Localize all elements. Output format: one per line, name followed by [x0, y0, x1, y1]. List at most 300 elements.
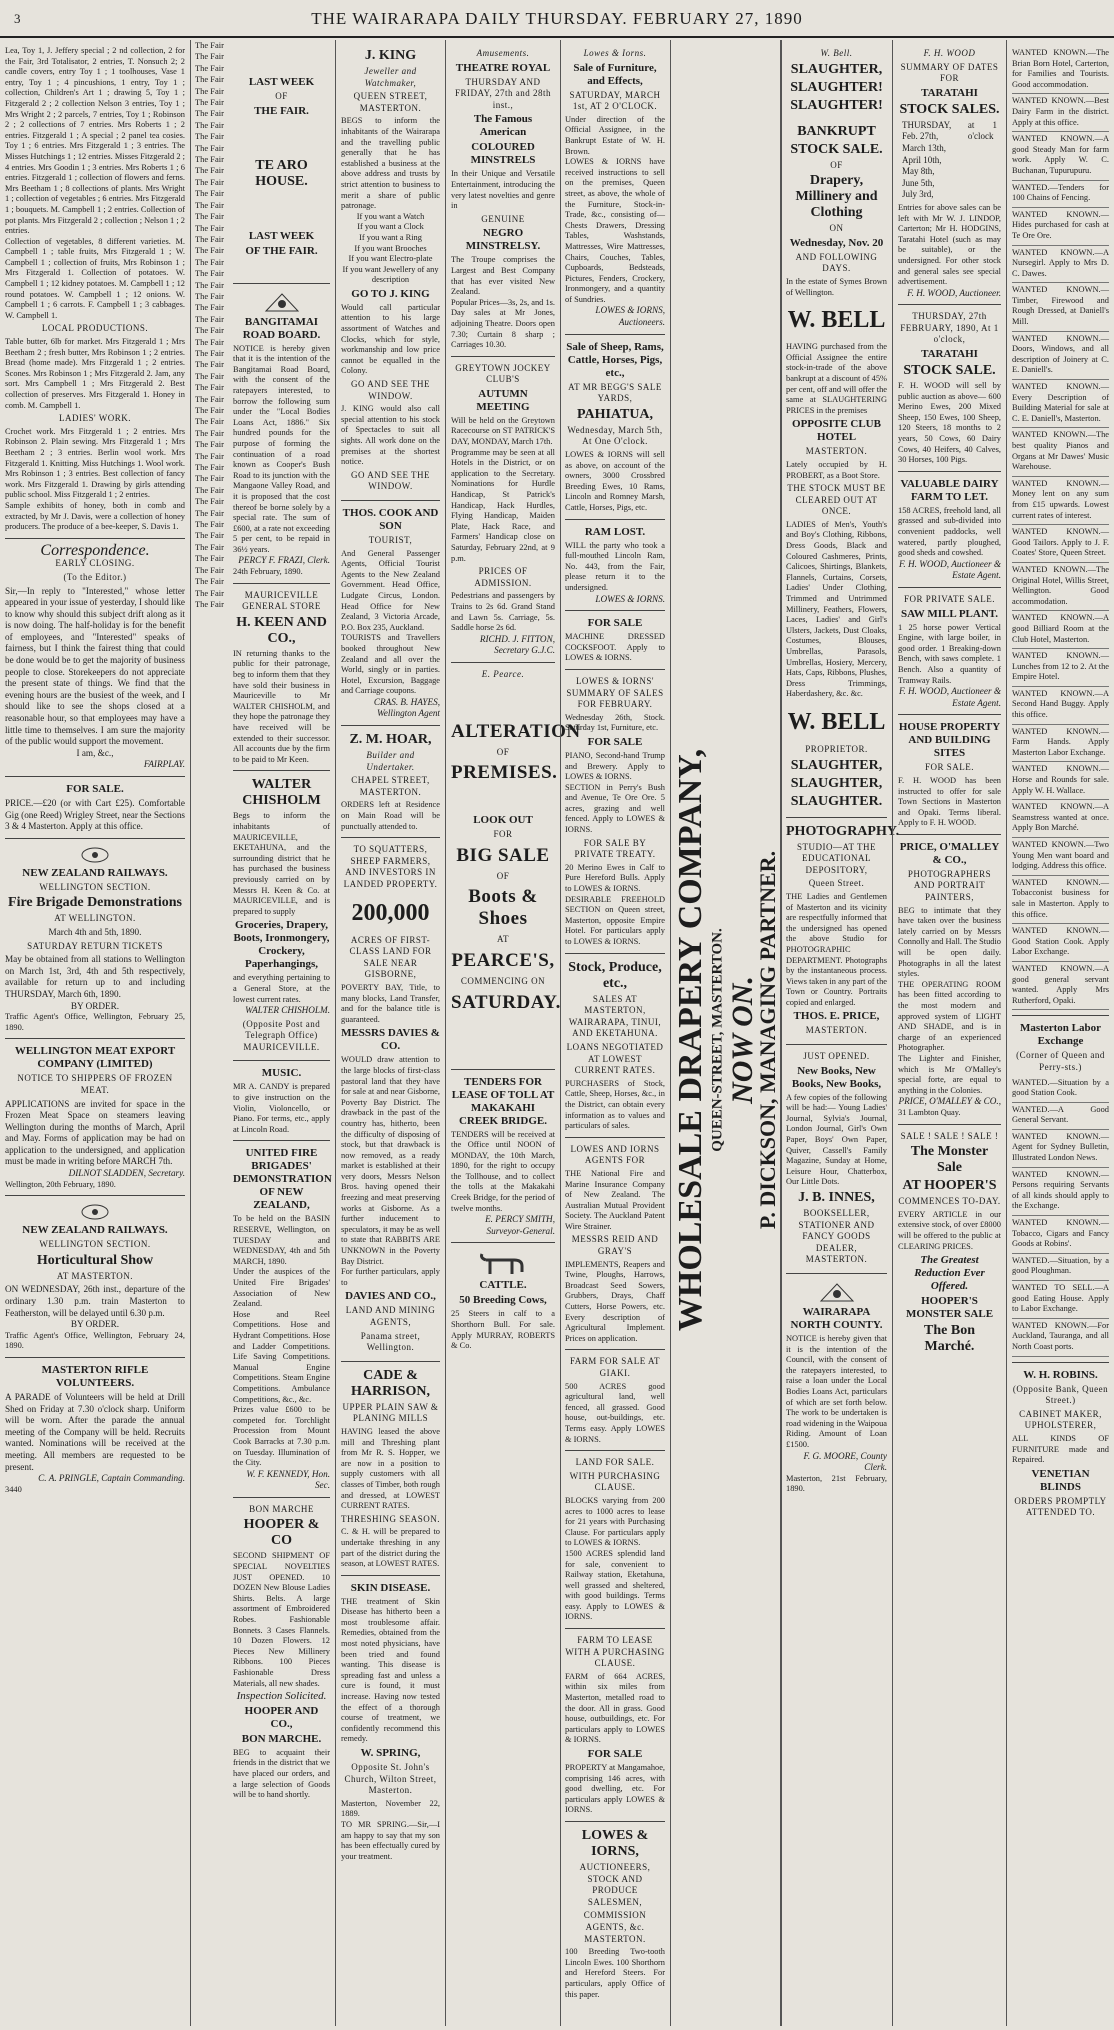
- lowes-heading: Lowes & Iorns.: [583, 48, 647, 58]
- column-8: [1006, 40, 1114, 2026]
- wood-small: F. H. WOOD: [923, 48, 976, 58]
- operating-text: THE OPERATING ROOM has been fitted according to the most modern and approved system of LIGHT AND SHADE, and is in charge of an experienced Photographer.: [898, 979, 1001, 1053]
- the-fair-item: The Fair: [194, 268, 225, 279]
- king-goto: GO TO J. KING: [351, 287, 430, 300]
- premises: PREMISES.: [451, 762, 558, 784]
- wanted-item: WANTED KNOWN.—A Seamstress wanted at once. Apply Bon Marché.: [1012, 800, 1109, 838]
- acres-text: POVERTY BAY, Title, to many blocks, Land Transfer, and for the balance title is guaranteed.: [341, 982, 440, 1024]
- loans: LOANS NEGOTIATED AT LOWEST CURRENT RATES.: [566, 1041, 664, 1076]
- venetian: VENETIAN BLINDS: [1031, 1467, 1090, 1493]
- agents-text: THE National Fire and Marine Insurance Company of New Zealand. The Australian Mutual Provident Society. The Auckland Patent Wire Strainer.: [565, 1168, 665, 1231]
- cade-sub: UPPER PLAIN SAW & PLANING MILLS: [342, 1401, 439, 1424]
- bell-title-2: W. BELL: [787, 708, 886, 735]
- new-books: New Books, New Books, New Books,: [791, 1064, 882, 1090]
- photo-heading: PHOTOGRAPHY.: [786, 823, 900, 839]
- cattle-ad: [451, 1243, 555, 1356]
- volunteers-text: A PARADE of Volunteers will be held at Drill Shed on Friday at 7.30 o'clock sharp. Uniform will be worn. After the parade the annual meeting of the Company will be held. Recruits wanted. Nominations will be received at the meeting. All members are requested to be present.: [5, 1392, 185, 1472]
- masthead-title: THE WAIRARAPA DAILY THURSDAY. FEBRUARY 27, 1890: [311, 9, 803, 28]
- the-fair-list: [191, 40, 228, 610]
- the-fair-item: The Fair: [194, 541, 225, 552]
- bell-small: W. Bell.: [820, 48, 853, 58]
- venetian-sub: ORDERS PROMPTLY ATTENDED TO.: [1014, 1495, 1107, 1518]
- stock-produce-ad: [565, 954, 665, 1138]
- wanted-item: WANTED KNOWN.—The best quality Pianos and Organs at Mr Dawes' Music Warehouse.: [1012, 428, 1109, 476]
- the-fair-item: The Fair: [194, 51, 225, 62]
- the-fair-item: The Fair: [194, 233, 225, 244]
- alteration: ALTERATION: [451, 720, 581, 742]
- davies-title: DAVIES AND CO.,: [345, 1290, 436, 1303]
- land-ad: [341, 838, 440, 1362]
- column-6: [780, 40, 900, 2026]
- bangitamai-ad: [233, 284, 330, 584]
- labor-item: WANTED.—A Good General Servant.: [1012, 1103, 1109, 1130]
- occupied: Lately occupied by H. PROBERT, as a Boot Store.: [786, 459, 887, 480]
- taratahi: TARATAHI: [921, 86, 978, 99]
- admission-heading: PRICES OF ADMISSION.: [474, 566, 532, 588]
- dairy-ad: [898, 472, 1001, 588]
- just-opened: JUST OPENED.: [803, 1051, 870, 1062]
- skin-heading: SKIN DISEASE.: [350, 1581, 431, 1594]
- sites-text: F. H. WOOD has been instructed to offer for sale Town Sections in Masterton and Opaki. Terms liberal. Apply to F. H. WOOD.: [898, 775, 1001, 828]
- volunteers-heading: MASTERTON RIFLE VOLUNTEERS.: [41, 1364, 149, 1389]
- the-fair-item: The Fair: [194, 416, 225, 427]
- ladies-work-text: Crochet work. Mrs Fitzgerald 1 ; 2 entries. Mrs Robinson 2. Plain sewing. Mrs Fitzgerald 1 ; Mrs Beetham 2 ; 3 entries. Berlin wool work. Mrs Fitzgerald 1. Knitting. Miss Hutchings 1. Wool work. Mrs Robinson 1 ; 3 entries. Best collection of fancy work. Mrs Fitzgerald 1. Drawing by girls attending public school. Miss Fitzgerald 1 ; 2 entries.: [5, 426, 185, 500]
- bangitamai-text: NOTICE is hereby given that it is the intention of the Bangitamai Road Board, with the consent of the ratepayers interested, to borrow the following sum under the "Local Bodies Loans Act, 1886." Six hundred pounds for the purpose of forming the continuation of a road known as Cooper's Bush Road to its junction with the Mangaone Valley Road, and it is proposed that the cost thereof be borne solely by a special rate. The sum of £600, at a rate not exceeding 5 per cent, to be repaid in 36½ years.: [233, 343, 330, 554]
- summary-heading-2: FOR SALE: [587, 735, 643, 748]
- bon-marche: The Bon Marché.: [924, 1323, 975, 1355]
- the-fair-item: The Fair: [194, 279, 225, 290]
- wanted-item: WANTED KNOWN.—A good Steady Man for farm work. Apply W. C. Buchanan, Tupurupuru.: [1012, 132, 1109, 180]
- music-ad: [233, 1061, 330, 1141]
- wanted-item: WANTED KNOWN.—Two Young Men want board and lodging. Address this office.: [1012, 838, 1109, 876]
- fair-of: OF: [275, 91, 288, 101]
- pearces: PEARCE'S,: [451, 949, 555, 971]
- labor-item: WANTED KNOWN.—Agent for Sydney Bulletin, Illustrated London News.: [1012, 1130, 1109, 1168]
- the-fair-item: The Fair: [194, 507, 225, 518]
- date-time: [964, 143, 1001, 155]
- hooper-text: SECOND SHIPMENT OF SPECIAL NOVELTIES JUST OPENED. 10 DOZEN New Blouse Ladies Shirts. Belts. A large assortment of Embroidered Robes. Fashionable Bonnets. 3 Cases Flannels. 10 Dozen Flowers. 12 Pieces New Millinery Ribbons. 100 Pieces Fashionable Dress Materials, all new shades.: [233, 1551, 330, 1688]
- tenders-ad: [451, 1070, 555, 1244]
- date-row: [898, 178, 1001, 190]
- fair-last-week-2: LAST WEEK: [248, 229, 315, 242]
- innes-sub: BOOKSELLER, STATIONER AND FANCY GOODS DEALER, MASTERTON.: [798, 1208, 875, 1265]
- taratahi-2: TARATAHI: [921, 348, 978, 361]
- auction-sub: AUCTIONEERS, STOCK AND PRODUCE SALESMEN,: [579, 1861, 651, 1907]
- price-malley: PRICE, O'MALLEY & CO.,: [899, 840, 1000, 866]
- big-sale: BIG SALE: [456, 844, 550, 866]
- skin-date: Masterton, November 22, 1889.: [341, 1798, 440, 1819]
- lighter-text: The Lighter and Finisher, which is Mr O'Malley's special forte, are equal to anything in the Colonies.: [898, 1053, 1001, 1095]
- for-sale-text: PRICE.—£20 (or with Cart £25). Comfortable Gig (one Reed) Wrigley Street, near the Sections 3 & 4 Masterton. Apply at this office.: [5, 798, 185, 832]
- the-fair-item: The Fair: [194, 62, 225, 73]
- on: ON: [829, 223, 844, 234]
- show-results-text: Lea, Toy 1, J. Jeffery special ; 2 nd collection, 2 for the Fair, 3rd Totalisator, 2 entries, T. Nonsuch 2; 2 candle covers, entry Toy 1 ; 1 toolhouses, Vase 1 entry, Toy 1 ; 4 pincushions, 1 entry, Toy 1 ; collection, Children's Art 1 ; drawing 5, Toy 1 ; Fitzgerald 2 ; 2 collection Nelson 3 entries, Toy 1 ; Mrs Wright 2 ; 2 parcels, 7 entries, Toy 1 ; Robinson 2 ; 2 collections of 7 entries. Mrs Roberts 1 ; 2 entries. Fitzgerald 1 ; A special ; 2 panel tea cosies. Toy 1 ; 6 entries. Mrs Fitzgerald 1 ; 3 entries. The Misses Hutchings 1 ; 12 entries. Misses Fitzgerald 2 ; 4 entries. Mrs Goodin 1 ; 3 entries. Mrs Roberts 1 ; 6 entries. Fitzgerald 1 ; collection of flowers and ferns. Mrs Beetham 1 ; 8 collections of plants. Mrs Wright 1 ; collection of vegetables ; 6 entries. Mrs Fitzgerald 1 ; bouquets. M. Campbell 1 ; 2 entries. Collection of pot plants. Mrs Fitzgerald 2 ; collection ; Nelson 1 ; 2 entries.: [5, 46, 185, 236]
- labor-heading: Masterton Labor Exchange: [1020, 1022, 1101, 1048]
- king-ad: [341, 42, 440, 501]
- king-list: [341, 212, 440, 286]
- labor-sub: (Corner of Queen and Perry-sts.): [1016, 1050, 1105, 1072]
- genuine: GENUINE: [481, 213, 525, 224]
- pearce-ad: [451, 663, 581, 1070]
- horticultural-text: ON WEDNESDAY, 26th inst., departure of the ordinary 1.30 p.m. train Masterton to Featherston, will be delayed until 6.30 p.m.: [5, 1284, 185, 1318]
- the-fair-item: The Fair: [194, 484, 225, 495]
- local-productions-text: Table butter, 6lb for market. Mrs Fitzgerald 1 ; Mrs Beetham 2 ; fresh butter, Mrs Robinson 1 ; 2 entries. Bread (home made). Mrs Fitzgerald 1 ; 2 entries. Scones. Mrs Robinson 1 ; Mrs Fitzgerald 2. Jam, any sort. Mrs Campbell 1 ; Mrs Fitzgerald 2. Best collection of preserves. Mrs Fitzgerald 1. Honey in comb. M. Campbell 1.: [5, 337, 185, 410]
- vegetable-results: Collection of vegetables, 8 different varieties. M. Campbell 1 ; table fruits, Mrs Fitzgerald 1 ; W. Campbell 1 ; collection of fruits, Mrs Robinson 1 ; Mrs Fitzgerald 1. Collection of potatoes. W. Campbell 1 ; 12 kidney potatoes. M. Campbell 1 ; 12 round potatoes. W. Campbell 1 ; 12 onions. W. Campbell 1 ; 6 carrots. F. Campbell 1 ; 3 cabbages. W. Campbell 1.: [5, 236, 185, 320]
- monster: The Monster Sale: [910, 1144, 989, 1176]
- reduction: The Greatest Reduction Ever Offered.: [914, 1254, 985, 1293]
- king-list-item: If you want Jewellery of any description: [342, 264, 439, 285]
- the-fair-item: The Fair: [194, 553, 225, 564]
- railway-heading: NEW ZEALAND RAILWAYS.: [22, 866, 168, 879]
- date-time: [964, 189, 1001, 201]
- commencing: COMMENCING ON: [460, 975, 546, 986]
- seed-heading: FOR SALE: [587, 617, 643, 630]
- correspondence: [5, 539, 185, 777]
- meat-export-sub: NOTICE TO SHIPPERS OF FROZEN MEAT.: [17, 1073, 173, 1095]
- pahiatua-ad: [565, 335, 665, 520]
- wanted-item: WANTED KNOWN.—A Nursegirl. Apply to Mrs D. C. Dawes.: [1012, 246, 1109, 284]
- theatre-ad: [451, 42, 555, 357]
- column-3: [335, 40, 445, 2026]
- fire-brigade-dates: March 4th and 5th, 1890.: [48, 926, 142, 937]
- books-ad: [786, 1045, 887, 1274]
- letter-text: Sir,—In reply to "Interested," whose letter appeared in your issue of yesterday, I should like to know why should this subject drift along as it is now doing. The half-holiday is for the benefit of employees, and "Interested" speaks of fairness, but I think the fairest thing that could be done would be to get the majority of business people to close. Storekeepers do not appreciate the present state of things. We find that the evening hours are the busiest of the week, and I should like to see the shops closed at a reasonable hour, so that employees may have a little time to themselves. I am sure the majority of the public would support the movement.: [5, 585, 185, 747]
- meat-export-date: Wellington, 20th February, 1890.: [5, 1179, 116, 1189]
- the-fair-item: The Fair: [194, 462, 225, 473]
- coat-of-arms-icon: [817, 1281, 857, 1303]
- acres-text-2: 1500 ACRES splendid land for sale, convenient to Railway station, Eketahuna, well grassed and sheltered, with good buildings. Terms easy. Apply to LOWES & IORNS.: [565, 1548, 665, 1622]
- labor-item: WANTED.—Situation, by a good Ploughman.: [1012, 1254, 1109, 1281]
- wanted-item: WANTED KNOWN.—Every Description of Building Material for sale at C. E. Daniell's, Masterton.: [1012, 380, 1109, 428]
- sheep-text: 20 Merino Ewes in Calf to Pure Hereford Bulls. Apply to LOWES & IORNS.: [565, 862, 665, 894]
- cade-ad: [341, 1362, 440, 1576]
- excursion-heading: SATURDAY RETURN TICKETS: [27, 940, 163, 951]
- ladies-text: LADIES of Men's, Youth's and Boy's Clothing, Ribbons, Dress Goods, Black and Coloured Cashmeres, Prints, Calicoes, Shirtings, Blankets, Flannels, Curtains, Corsets, Ladies' Under Clothing, Trimmed and Untrimmed Millinery, Feathers, Flowers, Laces, Ladies' and Girl's Ulsters, Jackets, Dust Cloaks, Costumes, Blouses, Umbrellas, Parasols, Umbrellas, Hosiery, Mercery, Hats, Caps, Ribbons, Plushes, Dress Trimmings, Haberdashery, &c. &c.: [786, 519, 887, 699]
- acres-sub: ACRES OF FIRST-CLASS LAND FOR SALE NEAR GISBORNE,: [349, 934, 432, 980]
- hooper-text-2: BEG to acquaint their friends in the district that we have placed our orders, and a large selection of Goods will be to hand shortly.: [233, 1747, 330, 1800]
- bon-marche-2: BON MARCHE.: [241, 1732, 322, 1745]
- labor-item: WANTED TO SELL.—A good Eating House. Apply to Labor Exchange.: [1012, 1281, 1109, 1319]
- the-fair-item: The Fair: [194, 199, 225, 210]
- chisholm-addr: (Opposite Post and Telegraph Office) MAURICEVILLE.: [242, 1018, 321, 1052]
- sale-sale: SALE ! SALE ! SALE !: [900, 1130, 999, 1141]
- general-store-heading: MAURICEVILLE GENERAL STORE: [242, 589, 321, 612]
- wanted-item: WANTED KNOWN.—Best Dairy Farm in the district. Apply at this office.: [1012, 94, 1109, 132]
- monster-sale-ad: [898, 1125, 1001, 1363]
- meat-export-heading: WELLINGTON MEAT EXPORT COMPANY (LIMITED): [14, 1045, 176, 1071]
- correspondence-heading: Correspondence.: [40, 541, 150, 559]
- date-row: [898, 189, 1001, 201]
- cook-text-2: TOURISTS and Travellers booked throughout New Zealand and all over the World, singly or in parties. Hotel, Excursion, Baggage and Carriage coupons.: [341, 633, 440, 696]
- the-fair-item: The Fair: [194, 598, 225, 609]
- king-window: GO AND SEE THE WINDOW.: [350, 379, 431, 401]
- chisholm-heading: WALTER CHISHOLM: [242, 777, 321, 809]
- price-omalley-ad: [898, 835, 1001, 1125]
- sheep-heading: Sale of Sheep, Rams, Cattle, Horses, Pigs, etc.,: [566, 340, 664, 379]
- summary: SUMMARY OF DATES FOR: [900, 61, 999, 84]
- borough-date: Masterton, 21st February, 1890.: [786, 1473, 887, 1494]
- cook-sign: CRAS. B. HAYES, Wellington Agent: [373, 696, 440, 719]
- crest-icon: [80, 1203, 110, 1221]
- cade-heading: CADE & HARRISON,: [351, 1367, 430, 1399]
- hooper-small: HOOPER'S MONSTER SALE: [905, 1295, 994, 1321]
- price-addr: MASTERTON.: [805, 1025, 868, 1036]
- look-out: LOOK OUT: [473, 814, 533, 827]
- the-fair-item: The Fair: [194, 40, 225, 50]
- column-7: [892, 40, 1006, 2026]
- minstrels-text-2: The Troupe comprises the Largest and Best Company that has ever visited New Zealand.: [451, 255, 555, 297]
- date-day: June 5th,: [902, 177, 935, 188]
- stock-sale: STOCK SALE.: [790, 141, 883, 157]
- king-text-3: J. KING would also call special attention to his stock of Spectacles to suit all sights. All work done on the premises at the shortest notice.: [341, 404, 440, 467]
- king-sub: Jeweller and Watchmaker,: [364, 66, 417, 88]
- notice-number: 3440: [5, 1484, 22, 1494]
- the-fair-item: The Fair: [194, 188, 225, 199]
- mill-sign: F. H. WOOD, Auctioneer & Estate Agent.: [899, 686, 1001, 708]
- date-day: July 3rd,: [902, 189, 934, 200]
- photography-ad: [786, 818, 900, 1046]
- wanted-ads: [1012, 42, 1109, 1016]
- date-day: May 8th,: [902, 166, 935, 177]
- date-row: [898, 155, 1001, 167]
- masterton: MASTERTON.: [805, 446, 868, 457]
- the-fair-item: The Fair: [194, 245, 225, 256]
- sheep-sub: AT MR BEGG'S SALE YARDS,: [568, 381, 662, 404]
- the-fair-item: The Fair: [194, 97, 225, 108]
- column-4: [445, 40, 581, 2026]
- furniture: ALL KINDS OF FURNITURE made and Repaired.: [1012, 1433, 1109, 1465]
- crest-icon: [80, 846, 110, 864]
- local-productions-heading: LOCAL PRODUCTIONS.: [41, 323, 149, 334]
- land-heading: LAND FOR SALE.: [575, 1457, 655, 1468]
- wanted-item: WANTED KNOWN.—A good general servant wanted. Apply Mrs Rutherford, Opaki.: [1012, 962, 1109, 1010]
- borough-text: NOTICE is hereby given that it is the intention of the Council, with the consent of the ratepayers interested, to raise a loan under the Local Bodies Loans Act, particulars of which are set forth below. The work to be undertaken is road widening in the Waipoua Riding. Amount of Loan £1500.: [786, 1333, 887, 1449]
- wanted-item: WANTED KNOWN.—The Brian Born Hotel, Carterton, for Families and Tourists. Good accommodation.: [1012, 46, 1109, 94]
- farm-text: 500 ACRES good agricultural land, well fenced, all grassed. Good house, out-buildings, etc. Terms easy. Apply LOWES & IORNS.: [565, 1381, 665, 1444]
- the-fair-item: The Fair: [194, 439, 225, 450]
- to-the-editor: (To the Editor.): [63, 571, 127, 582]
- wanted-item: WANTED KNOWN.—Money lent on any sum from £15 upwards. Lowest current rates of interest.: [1012, 477, 1109, 525]
- pahiatua-date: Wednesday, March 5th, At One O'clock.: [567, 424, 663, 447]
- cleared: THE STOCK MUST BE CLEARED OUT AT ONCE.: [787, 483, 886, 517]
- photo-sub: STUDIO—AT THE EDUCATIONAL DEPOSITORY,: [797, 841, 876, 875]
- at: AT: [497, 934, 509, 945]
- judges-note: Sample exhibits of honey, both in comb and extracted, by Mr J. Davis, were a collection of honey producers. The produce of a bee-keeper, S. Davis 1.: [5, 500, 185, 532]
- music-heading: MUSIC.: [261, 1067, 302, 1080]
- land-sub: WITH PURCHASING CLAUSE.: [569, 1470, 661, 1493]
- skin-addr: Opposite St. John's Church, Wilton Street, Masterton.: [344, 1762, 437, 1796]
- purchasers-text: PURCHASERS of Stock, Cattle, Sheep, Horses, &c., in the District, can obtain every information as to values and particulars of sales.: [565, 1078, 665, 1131]
- fire-brigade-heading: Fire Brigade Demonstrations: [8, 895, 182, 911]
- slaughter-4: SLAUGHTER,: [790, 757, 883, 773]
- king-window-2: GO AND SEE THE WINDOW.: [350, 469, 431, 492]
- sale-date: SATURDAY, MARCH 1st, AT 2 O'CLOCK.: [569, 89, 661, 112]
- cade-threshing: THRESHING SEASON.: [341, 1513, 441, 1524]
- taratahi-dates-ad: [898, 42, 1001, 305]
- fire-brigade-ad: [233, 1141, 330, 1497]
- hooper-title-2: HOOPER AND CO.,: [244, 1704, 319, 1730]
- autumn-sign: RICHD. J. FITTON, Secretary G.J.C.: [479, 633, 555, 656]
- borough-heading: WAIRARAPA NORTH COUNTY.: [790, 1305, 883, 1331]
- cook-heading: THOS. COOK AND SON: [342, 506, 439, 532]
- tenders-text: TENDERS will be received at the Office until NOON of MONDAY, the 10th March, 1890, for the right to occupy the Tollhouse, and to collect the tolls at the Makakahi Creek Bridge, for the period of twelve months.: [451, 1129, 555, 1213]
- meat-export-signature: DILNOT SLADDEN, Secretary.: [68, 1168, 185, 1179]
- chisholm-text: Begs to inform the inhabitants of MAURICEVILLE, EKETAHUNA, and the surrounding district that he has purchased the business previously carried on by Messrs H. Keen & Co. at MAURICEVILLE, and is prepared to supply: [233, 811, 330, 916]
- slaughter-3: SLAUGHTER!: [790, 97, 883, 113]
- bell-text: HAVING purchased from the Official Assignee the entire stock-in-trade of the above bankrupt at a discount of 45% per cent, off and will offer the same at SLAUGHTERING PRICES in the premises: [786, 342, 887, 415]
- farm-lease-text: FARM of 664 ACRES, within six miles from Masterton, metalled road to the door. All in grass. Good house, outbuildings, etc. For particulars apply to LOWES & IORNS.: [565, 1671, 665, 1745]
- davies-heading: MESSRS DAVIES & CO.: [341, 1027, 440, 1053]
- horticultural-sub: AT MASTERTON.: [56, 1270, 134, 1281]
- sites-heading: HOUSE PROPERTY AND BUILDING SITES: [898, 721, 1001, 760]
- king-heading: J. KING: [364, 48, 417, 63]
- implements-heading: MESSRS REID AND GRAY'S: [571, 1234, 659, 1257]
- the-fair-item: The Fair: [194, 290, 225, 301]
- fair-ad: [233, 42, 330, 284]
- private-sale: FOR SALE BY PRIVATE TREATY.: [574, 837, 656, 860]
- photo-addr: Queen Street.: [808, 878, 865, 889]
- wanted-item: WANTED KNOWN.—Good Station Cook. Apply Labor Exchange.: [1012, 924, 1109, 962]
- cade-text-2: C. & H. will be prepared to undertake threshing in any part of the district during the season, at LOWEST RATES.: [341, 1527, 440, 1569]
- fire-brigade-events: Hose and Reel Competitions. Hose and Hydrant Competitions. Hose and Ladder Competitions. Life Saving Competitions. Manual Engine Competitions. Steam Engine Competitions. Ambulance Competitions, &c., &c.: [233, 1309, 330, 1404]
- hooper-title: HOOPER & CO: [243, 1517, 320, 1549]
- land-sale-ad: [565, 1451, 665, 1629]
- volunteers-ad: [5, 1358, 185, 1500]
- bell-title: W. BELL: [787, 307, 886, 334]
- stock-sub: SALES AT MASTERTON, WAIRARAPA, TINUI, AND EKETAHUNA.: [568, 993, 662, 1039]
- and-following: AND FOLLOWING DAYS.: [795, 251, 878, 274]
- wood-sign-2: F. H. WOOD, Auctioneer & Estate Agent.: [899, 558, 1001, 581]
- taratahi-sale-ad: [898, 305, 1001, 472]
- the-fair-item: The Fair: [194, 222, 225, 233]
- the-fair-item: The Fair: [194, 85, 225, 96]
- hoar-text: ORDERS left at Residence on Main Road will be punctually attended to.: [341, 800, 440, 831]
- admission-text: Pedestrians and passengers by Trains to 2s 6d. Grand Stand and Lawn 5s. Carriage, 5s. Saddle horse 2s 6d.: [451, 591, 555, 633]
- king-addr: QUEEN STREET, MASTERTON.: [353, 91, 428, 113]
- the-fair-item: The Fair: [194, 576, 225, 587]
- of-2: OF: [496, 870, 510, 881]
- coat-of-arms-icon: [262, 291, 302, 313]
- hooper-ad: [233, 1498, 330, 1806]
- robins-title: W. H. ROBINS.: [1023, 1368, 1098, 1381]
- bankrupt: BANKRUPT: [797, 123, 876, 139]
- meat-export-text: APPLICATIONS are invited for space in the Frozen Meat Space on steamers leaving Wellington during the months of March, April and May. Forms of application may be had on application to the undersigned, and application must be made in writing before MARCH 7th.: [5, 1098, 185, 1167]
- robins-ad: [1012, 1363, 1109, 1526]
- farm-lease-ad: [565, 1629, 665, 1822]
- show-results: [5, 42, 185, 539]
- cattle-heading: CATTLE.: [479, 1279, 527, 1292]
- autumn-heading: AUTUMN MEETING: [476, 387, 530, 413]
- sites-sub: FOR SALE.: [924, 762, 974, 773]
- hoar-heading: Z. M. HOAR,: [349, 732, 432, 748]
- slaughter-1: SLAUGHTER,: [790, 61, 883, 77]
- skin-testimonial: TO MR SPRING.—Sir,—I am happy to say that my son has been effectually cured by your treatment.: [341, 1819, 440, 1861]
- hooper-sub: Inspection Solicited.: [236, 1690, 327, 1703]
- the-fair-item: The Fair: [194, 564, 225, 575]
- auction-heading: LOWES & IORNS,: [581, 1827, 649, 1859]
- amusements-heading: Amusements.: [476, 48, 530, 58]
- skin-ad: [341, 1576, 440, 1868]
- the-fair-item: The Fair: [194, 74, 225, 85]
- early-closing-heading: EARLY CLOSING.: [55, 558, 135, 569]
- the-fair-item: The Fair: [194, 496, 225, 507]
- mill-text: 1 25 horse power Vertical Engine, with large boiler, in good order. 1 Breaking-down Bench, with saws complete. 1 Bench. Also a quantity of Tramway Rails.: [898, 622, 1001, 685]
- ram-sign: LOWES & IORNS.: [595, 593, 665, 604]
- summary-text: Wednesday 26th, Stock. Saturday 1st, Furniture, etc.: [565, 712, 665, 733]
- the-fair-item: The Fair: [194, 211, 225, 222]
- the-fair-item: The Fair: [194, 370, 225, 381]
- the-fair-item: The Fair: [194, 359, 225, 370]
- davies-text-2: For further particulars, apply to: [341, 1267, 440, 1287]
- labor-item: WANTED KNOWN.—Persons requiring Servants of all kinds should apply to the Exchange.: [1012, 1168, 1109, 1216]
- sale-text: Under direction of the Official Assignee, in the Bankrupt Estate of W. H. Brown.: [565, 114, 665, 156]
- summary-text-2: PIANO, Second-hand Trump and Brewery. Apply to LOWES & IORNS.: [565, 750, 665, 782]
- drapery: Drapery, Millinery and Clothing: [795, 173, 878, 221]
- fair-of-the-fair-2: OF THE FAIR.: [245, 244, 318, 257]
- auction-sub-2: COMMISSION AGENTS, &c. MASTERTON.: [583, 1910, 647, 1944]
- ewes-text: 100 Breeding Two-tooth Lincoln Ewes. 100 Shorthorn and Hereford Steers. For particulars, apply Office of this paper.: [565, 1947, 665, 1999]
- property-heading: FOR SALE: [587, 1748, 643, 1760]
- wanted-item: WANTED KNOWN.—Tobacconist business for sale in Masterton. Apply to this office.: [1012, 876, 1109, 924]
- farm-ad: [565, 1350, 665, 1451]
- the-fair-item: The Fair: [194, 519, 225, 530]
- horticultural-heading: Horticultural Show: [36, 1252, 154, 1268]
- estate: In the estate of Symes Brown of Wellington.: [786, 276, 887, 297]
- borough-sign: F. G. MOORE, County Clerk.: [803, 1450, 887, 1473]
- pahiatua-text: LOWES & IORNS will sell as above, on account of the owners, 3000 Crossbred Breeding Ewes, 10 Rams, Lincoln and Romney Marsh, Cattle, Horses, Pigs, etc.: [565, 450, 665, 512]
- wanted-list: [1012, 46, 1109, 1010]
- railway-ad: [5, 839, 185, 1040]
- the-fair-item: The Fair: [194, 473, 225, 484]
- the-fair-item: The Fair: [194, 313, 225, 324]
- fire-brigade-demo-text: To be held on the BASIN RESERVE, Wellington, on TUESDAY and WEDNESDAY, 4th and 5th MARCH, 1890.: [233, 1214, 330, 1266]
- slaughter-2: SLAUGHTER!: [790, 79, 883, 95]
- fire-brigade-demo-heading: UNITED FIRE BRIGADES' DEMONSTRATION OF NEW ZEALAND,: [233, 1147, 332, 1212]
- thursday: THURSDAY, 27th FEBRUARY, 1890, At 1 o'clock,: [900, 311, 999, 345]
- date-day: THURSDAY, Feb. 27th,: [902, 119, 952, 142]
- proprietor: PROPRIETOR.: [805, 743, 868, 754]
- cattle-notice: 50 Breeding Cows,: [459, 1294, 547, 1307]
- wanted-item: WANTED KNOWN.—The Original Hotel, Willis Street, Wellington. Good accommodation.: [1012, 563, 1109, 611]
- the-fair-item: The Fair: [194, 382, 225, 393]
- dates-table: [898, 120, 1001, 201]
- bangitamai-sign: PERCY F. FRAZI, Clerk.: [238, 555, 330, 566]
- lowes-auction-ad: [565, 1822, 665, 2005]
- wanted-item: WANTED KNOWN.—Doors, Windows, and all description of Joinery at C. E. Daniell's.: [1012, 332, 1109, 380]
- theatre-name: THEATRE ROYAL: [455, 61, 551, 74]
- wood-sign: F. H. WOOD, Auctioneer.: [907, 287, 1001, 298]
- sale-sign: LOWES & IORNS, Auctioneers.: [595, 305, 665, 328]
- boots-shoes: Boots & Shoes: [468, 886, 538, 930]
- the-fair-item: The Fair: [194, 302, 225, 313]
- the-fair-item: The Fair: [194, 119, 225, 130]
- mill-heading: FOR PRIVATE SALE.: [903, 593, 996, 604]
- the-fair-item: The Fair: [194, 450, 225, 461]
- traffic-office-2: Traffic Agent's Office, Wellington, February 24, 1890.: [5, 1330, 185, 1351]
- king-list-item: If you want a Watch: [356, 211, 425, 221]
- squatters-heading: TO SQUATTERS, SHEEP FARMERS, AND INVESTORS IN LANDED PROPERTY.: [343, 844, 438, 889]
- date-row: [898, 120, 1001, 143]
- fire-brigade-demo-text-2: Under the auspices of the United Fire Brigades' Association of New Zealand.: [233, 1267, 330, 1309]
- dairy-heading: VALUABLE DAIRY FARM TO LET.: [900, 477, 999, 503]
- bell-sale-ad: [786, 42, 887, 818]
- dairy-text: 158 ACRES, freehold land, all grassed and sub-divided into convenient paddocks, well watered, partly ploughed, good sheds and cowshed.: [898, 505, 1001, 558]
- davies-addr: Panama street, Wellington.: [360, 1330, 421, 1353]
- stock-sales: STOCK SALES.: [899, 101, 1000, 117]
- letter-sign: I am, &c.,: [76, 747, 114, 758]
- pahiatua: PAHIATUA,: [576, 406, 654, 422]
- the-fair-item: The Fair: [194, 587, 225, 598]
